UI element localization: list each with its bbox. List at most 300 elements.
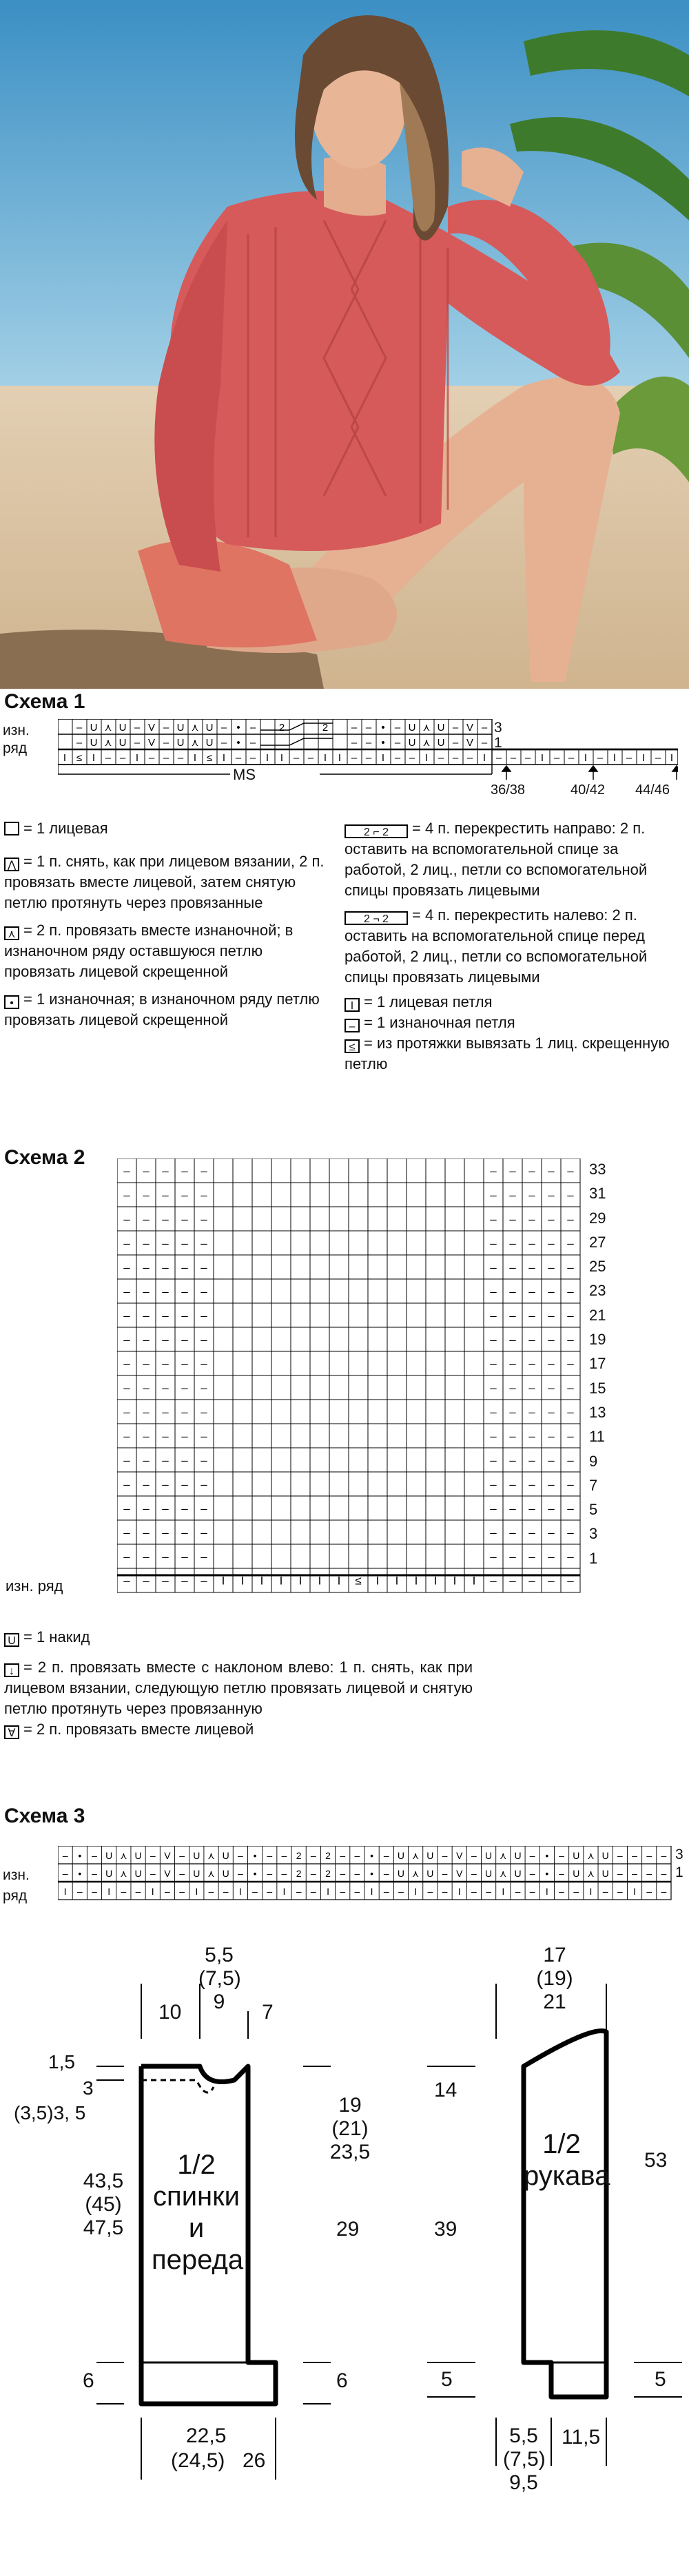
svg-text:–: – [559, 1868, 564, 1879]
svg-text:–: – [383, 1886, 389, 1897]
svg-text:–: – [163, 722, 169, 734]
svg-text:–: – [123, 1260, 130, 1274]
svg-text:–: – [394, 737, 401, 749]
svg-text:–: – [281, 1850, 287, 1861]
model-photo [0, 0, 689, 689]
svg-text:U: U [134, 1850, 142, 1861]
svg-text:–: – [200, 1236, 207, 1250]
svg-text:–: – [528, 1260, 535, 1274]
svg-text:–: – [354, 1886, 360, 1897]
sleeve-top-3: 21 [543, 1991, 566, 2013]
svg-text:–: – [143, 1212, 150, 1226]
svg-text:–: – [509, 1429, 516, 1443]
svg-text:–: – [481, 737, 488, 749]
svg-text:I: I [414, 1574, 418, 1588]
svg-text:–: – [148, 752, 155, 764]
svg-text:–: – [509, 1333, 516, 1347]
svg-text:–: – [515, 1886, 521, 1897]
left-3: 3 [83, 2077, 94, 2099]
svg-text:–: – [162, 1526, 169, 1539]
svg-text:≤: ≤ [355, 1574, 362, 1588]
svg-text:–: – [466, 752, 473, 764]
svg-text:–: – [481, 722, 488, 734]
row-9: 9 [589, 1452, 598, 1470]
svg-text:–: – [452, 737, 459, 749]
svg-text:–: – [296, 1886, 302, 1897]
svg-text:–: – [495, 752, 502, 764]
svg-text:–: – [548, 1212, 555, 1226]
svg-text:–: – [490, 1236, 497, 1250]
knit-icon [4, 822, 19, 835]
svg-text:–: – [181, 1260, 188, 1274]
svg-text:2: 2 [296, 1868, 302, 1879]
svg-text:–: – [490, 1550, 497, 1564]
svg-text:–: – [162, 1477, 169, 1491]
svg-text:–: – [409, 752, 415, 764]
svg-text:–: – [486, 1886, 492, 1897]
svg-text:–: – [567, 1309, 574, 1322]
svg-text:–: – [548, 1405, 555, 1419]
svg-text:–: – [548, 1309, 555, 1322]
svg-text:–: – [163, 752, 169, 764]
svg-text:–: – [223, 1886, 229, 1897]
svg-text:–: – [310, 1886, 316, 1897]
svg-text:–: – [661, 1868, 667, 1879]
scheme3-row-label-2: ряд [3, 1888, 28, 1904]
pattern-drawings [0, 1942, 689, 2576]
svg-text:–: – [235, 752, 242, 764]
svg-text:–: – [528, 1236, 535, 1250]
legend1-right [344, 818, 682, 1074]
svg-text:–: – [351, 737, 358, 749]
sleeve-right-length: 53 [644, 2149, 668, 2172]
svg-text:–: – [509, 1526, 516, 1539]
svg-text:–: – [307, 752, 314, 764]
svg-text:–: – [179, 1850, 185, 1861]
svg-text:2: 2 [296, 1850, 302, 1861]
svg-text:–: – [92, 1850, 97, 1861]
svg-text:–: – [249, 737, 256, 749]
body-width-2: (24,5) [171, 2449, 225, 2472]
svg-text:–: – [143, 1405, 150, 1419]
svg-text:U: U [222, 1868, 229, 1879]
svg-text:–: – [567, 1550, 574, 1564]
body-length-2: (45) [85, 2193, 122, 2216]
svg-text:⋏: ⋏ [587, 1850, 595, 1861]
side-length: 29 [336, 2218, 360, 2241]
svg-text:–: – [528, 1188, 535, 1202]
svg-text:–: – [252, 1886, 258, 1897]
svg-text:–: – [267, 1868, 273, 1879]
svg-text:–: – [181, 1285, 188, 1298]
svg-text:I: I [63, 1886, 67, 1897]
svg-text:–: – [548, 1381, 555, 1395]
svg-text:–: – [509, 1212, 516, 1226]
svg-text:I: I [221, 1574, 225, 1588]
scheme2-title: Схема 2 [4, 1146, 85, 1169]
svg-text:–: – [567, 1526, 574, 1539]
svg-text:–: – [237, 1868, 243, 1879]
row-19: 19 [589, 1331, 606, 1349]
svg-text:U: U [426, 1868, 434, 1879]
svg-text:U: U [485, 1850, 493, 1861]
from-strand-icon: ≤ [344, 1039, 360, 1053]
svg-text:•: • [381, 722, 385, 734]
svg-text:I: I [337, 1574, 341, 1588]
svg-text:–: – [162, 1212, 169, 1226]
svg-text:–: – [62, 1850, 68, 1861]
svg-text:–: – [121, 1886, 127, 1897]
scheme1-row-label-1: изн. [3, 723, 30, 738]
body-width-1: 22,5 [186, 2424, 227, 2447]
svg-text:–: – [529, 1886, 535, 1897]
svg-text:⋏: ⋏ [422, 737, 431, 749]
scheme3-row-3: 3 [675, 1847, 683, 1862]
svg-text:I: I [151, 1886, 154, 1897]
svg-text:–: – [119, 752, 126, 764]
svg-text:⋏: ⋏ [422, 722, 431, 734]
svg-text:–: – [471, 1868, 477, 1879]
armhole-1: 19 [338, 2094, 362, 2117]
svg-text:–: – [528, 1164, 535, 1178]
svg-text:–: – [365, 737, 372, 749]
cross-left-icon: 2 ¬ 2 [344, 911, 408, 925]
svg-text:–: – [177, 752, 184, 764]
svg-text:–: – [452, 752, 459, 764]
svg-text:–: – [200, 1309, 207, 1322]
legend-knit: = 1 лицевая [23, 820, 108, 837]
svg-text:U: U [397, 1868, 405, 1879]
svg-text:I: I [63, 752, 67, 764]
svg-text:–: – [143, 1260, 150, 1274]
svg-text:I: I [238, 1886, 242, 1897]
svg-text:•: • [381, 737, 385, 749]
svg-text:–: – [510, 752, 517, 764]
scheme1-chart [58, 719, 678, 791]
legend-p2tog: = 2 п. провязать вместе изнаночной; в изнаночном ряду оставшуюся петлю провязать лицевой скрещенной [4, 922, 294, 980]
svg-text:I: I [222, 752, 226, 764]
row-1: 1 [589, 1549, 598, 1567]
svg-text:–: – [567, 1381, 574, 1395]
svg-text:2: 2 [322, 722, 329, 734]
svg-text:I: I [240, 1574, 245, 1588]
svg-text:–: – [351, 752, 358, 764]
svg-text:I: I [584, 752, 588, 764]
body-length [76, 2170, 131, 2240]
scheme3-row-label-1: изн. [3, 1867, 30, 1883]
svg-text:V: V [456, 1850, 463, 1861]
svg-text:–: – [123, 1574, 130, 1588]
svg-text:U: U [601, 1868, 609, 1879]
svg-text:–: – [655, 752, 661, 764]
svg-text:–: – [143, 1550, 150, 1564]
svg-text:–: – [509, 1357, 516, 1371]
sleeve-top [524, 1944, 586, 2014]
scheme3-chart [58, 1846, 678, 1911]
svg-text:–: – [548, 1188, 555, 1202]
size-40-42: 40/42 [570, 782, 606, 798]
svg-text:I: I [395, 1574, 399, 1588]
armhole-2: (21) [331, 2117, 369, 2140]
svg-text:–: – [509, 1477, 516, 1491]
svg-text:⋏: ⋏ [191, 722, 199, 734]
svg-text:U: U [514, 1868, 522, 1879]
svg-text:I: I [193, 752, 197, 764]
svg-text:–: – [143, 1357, 150, 1371]
svg-text:–: – [181, 1477, 188, 1491]
row-29: 29 [589, 1209, 606, 1227]
svg-text:–: – [548, 1285, 555, 1298]
left-3-5: (3,5)3, 5 [14, 2102, 86, 2123]
svg-text:–: – [553, 752, 560, 764]
sleeve-bottom-3: 9,5 [509, 2471, 538, 2494]
svg-text:–: – [632, 1850, 637, 1861]
armhole-3: 23,5 [329, 2141, 371, 2163]
svg-text:–: – [162, 1188, 169, 1202]
svg-text:–: – [617, 1850, 623, 1861]
svg-text:–: – [354, 1850, 360, 1861]
svg-text:⋏: ⋏ [120, 1850, 127, 1861]
svg-text:•: • [545, 1850, 549, 1861]
svg-text:–: – [105, 752, 112, 764]
svg-text:–: – [281, 1868, 287, 1879]
ms-label: MS [233, 766, 256, 783]
svg-text:–: – [237, 1850, 243, 1861]
svg-text:–: – [200, 1188, 207, 1202]
svg-text:–: – [208, 1886, 214, 1897]
svg-text:–: – [162, 1381, 169, 1395]
svg-text:U: U [205, 737, 214, 749]
svg-text:–: – [548, 1429, 555, 1443]
svg-text:–: – [181, 1574, 188, 1588]
svg-text:I: I [633, 1886, 636, 1897]
svg-text:–: – [617, 1868, 623, 1879]
svg-text:•: • [78, 1868, 82, 1879]
svg-text:–: – [567, 1285, 574, 1298]
sleeve-bottom-width: 11,5 [562, 2426, 601, 2449]
svg-text:I: I [323, 752, 327, 764]
svg-text:–: – [162, 1309, 169, 1322]
svg-text:–: – [123, 1477, 130, 1491]
svg-text:–: – [181, 1212, 188, 1226]
svg-text:–: – [123, 1236, 130, 1250]
svg-text:I: I [338, 752, 342, 764]
svg-text:–: – [394, 722, 401, 734]
row-27: 27 [589, 1233, 606, 1251]
svg-text:–: – [490, 1309, 497, 1322]
svg-text:V: V [147, 722, 156, 734]
svg-text:–: – [509, 1260, 516, 1274]
svg-text:–: – [646, 1886, 652, 1897]
svg-text:–: – [181, 1188, 188, 1202]
svg-text:I: I [370, 1886, 373, 1897]
svg-text:–: – [163, 737, 169, 749]
svg-text:–: – [548, 1502, 555, 1515]
svg-text:–: – [134, 722, 141, 734]
row-25: 25 [589, 1258, 606, 1276]
svg-text:–: – [573, 1886, 579, 1897]
legend1-left [4, 818, 335, 1030]
svg-text:–: – [200, 1429, 207, 1443]
svg-text:–: – [310, 1850, 316, 1861]
svg-text:–: – [267, 1886, 273, 1897]
svg-text:⋏: ⋏ [207, 1850, 215, 1861]
svg-text:–: – [548, 1357, 555, 1371]
svg-text:–: – [123, 1309, 130, 1322]
svg-text:⋏: ⋏ [412, 1868, 420, 1879]
svg-text:U: U [90, 737, 98, 749]
body-length-1: 43,5 [83, 2170, 124, 2192]
svg-text:U: U [437, 722, 445, 734]
body-label: 1/2 спинки и переда [152, 2150, 244, 2275]
svg-text:•: • [253, 1850, 257, 1861]
svg-text:–: – [567, 1164, 574, 1178]
row-33: 33 [589, 1161, 606, 1178]
svg-text:I: I [641, 752, 646, 764]
svg-text:–: – [162, 1164, 169, 1178]
legend-purl-cross: = 1 изнаночная; в изнаночном ряду петлю провязать лицевой скрещенной [4, 990, 320, 1028]
svg-text:–: – [509, 1309, 516, 1322]
size-44-46: 44/46 [635, 782, 670, 798]
svg-text:–: – [548, 1260, 555, 1274]
svg-text:–: – [165, 1886, 170, 1897]
svg-text:–: – [150, 1850, 156, 1861]
yo-icon: U [4, 1633, 19, 1647]
svg-text:–: – [490, 1188, 497, 1202]
svg-text:I: I [298, 1574, 302, 1588]
svg-text:–: – [123, 1526, 130, 1539]
svg-text:–: – [567, 1212, 574, 1226]
legend-sk2p: = 1 п. снять, как при лицевом вязании, 2 п. провязать вместе лицевой, затем снятую петлю протянуть через провязанные [4, 853, 325, 911]
svg-text:U: U [134, 1868, 142, 1879]
svg-text:–: – [567, 1429, 574, 1443]
svg-text:–: – [509, 1574, 516, 1588]
svg-text:–: – [528, 1212, 535, 1226]
svg-text:–: – [490, 1260, 497, 1274]
svg-text:–: – [143, 1309, 150, 1322]
svg-text:–: – [249, 722, 256, 734]
svg-text:–: – [509, 1381, 516, 1395]
svg-text:U: U [222, 1850, 229, 1861]
svg-text:–: – [351, 722, 358, 734]
svg-text:–: – [528, 1381, 535, 1395]
svg-text:–: – [123, 1381, 130, 1395]
svg-text:–: – [76, 737, 83, 749]
svg-text:–: – [340, 1868, 346, 1879]
svg-text:–: – [548, 1477, 555, 1491]
svg-text:–: – [162, 1236, 169, 1250]
svg-text:–: – [528, 1285, 535, 1298]
svg-text:–: – [181, 1429, 188, 1443]
svg-text:–: – [490, 1333, 497, 1347]
sleeve-label: 1/2 рукава [524, 2129, 610, 2191]
svg-text:⋏: ⋏ [191, 737, 199, 749]
svg-text:–: – [162, 1453, 169, 1467]
svg-text:2: 2 [278, 722, 285, 734]
row-11: 11 [589, 1428, 605, 1446]
svg-text:U: U [105, 1868, 113, 1879]
svg-text:–: – [162, 1357, 169, 1371]
svg-text:V: V [466, 737, 474, 749]
svg-text:I: I [318, 1574, 322, 1588]
row-23: 23 [589, 1282, 606, 1300]
svg-text:–: – [548, 1164, 555, 1178]
svg-text:–: – [490, 1477, 497, 1491]
svg-text:–: – [162, 1574, 169, 1588]
svg-text:–: – [567, 1574, 574, 1588]
svg-text:–: – [200, 1333, 207, 1347]
svg-text:–: – [143, 1188, 150, 1202]
edge-purl-icon: – [344, 1019, 360, 1032]
svg-text:–: – [181, 1502, 188, 1515]
svg-text:–: – [162, 1260, 169, 1274]
svg-text:–: – [548, 1453, 555, 1467]
svg-text:–: – [509, 1188, 516, 1202]
svg-text:–: – [181, 1550, 188, 1564]
svg-text:–: – [200, 1381, 207, 1395]
neck-width [198, 1944, 240, 2014]
svg-text:I: I [613, 752, 617, 764]
svg-text:–: – [365, 752, 372, 764]
svg-text:I: I [260, 1574, 264, 1588]
svg-text:–: – [427, 1886, 433, 1897]
svg-text:I: I [453, 1574, 457, 1588]
svg-text:–: – [162, 1502, 169, 1515]
svg-text:–: – [567, 1357, 574, 1371]
svg-text:–: – [365, 722, 372, 734]
row-17: 17 [589, 1355, 606, 1373]
hem-left: 6 [83, 2369, 94, 2392]
legend-k2tog: = 2 п. провязать вместе лицевой [23, 1721, 254, 1738]
svg-text:U: U [601, 1850, 609, 1861]
svg-text:–: – [490, 1164, 497, 1178]
svg-text:I: I [502, 1886, 505, 1897]
svg-text:U: U [408, 737, 416, 749]
svg-text:U: U [437, 737, 445, 749]
svg-text:•: • [253, 1868, 257, 1879]
svg-text:–: – [354, 1868, 360, 1879]
svg-text:•: • [370, 1868, 374, 1879]
svg-text:–: – [181, 1309, 188, 1322]
svg-text:–: – [567, 1236, 574, 1250]
row-31: 31 [589, 1185, 606, 1203]
svg-text:2: 2 [325, 1868, 331, 1879]
svg-text:2: 2 [325, 1850, 331, 1861]
svg-text:U: U [119, 722, 127, 734]
sleeve-bottom [503, 2424, 544, 2495]
svg-text:–: – [567, 1477, 574, 1491]
svg-text:–: – [528, 1453, 535, 1467]
svg-text:•: • [545, 1868, 549, 1879]
svg-text:–: – [123, 1357, 130, 1371]
svg-text:–: – [134, 737, 141, 749]
svg-text:⋏: ⋏ [120, 1868, 127, 1879]
svg-text:U: U [205, 722, 214, 734]
svg-text:–: – [123, 1212, 130, 1226]
sleeve-top-2: (19) [536, 1967, 573, 1990]
svg-text:–: – [179, 1868, 185, 1879]
svg-text:U: U [193, 1850, 200, 1861]
svg-text:I: I [545, 1886, 548, 1897]
svg-text:–: – [567, 1453, 574, 1467]
svg-text:–: – [267, 1850, 273, 1861]
ssk-icon: ↓ [4, 1663, 19, 1677]
svg-text:I: I [381, 752, 385, 764]
svg-text:–: – [509, 1164, 516, 1178]
svg-text:–: – [646, 1850, 652, 1861]
svg-text:–: – [181, 1381, 188, 1395]
svg-text:–: – [123, 1550, 130, 1564]
